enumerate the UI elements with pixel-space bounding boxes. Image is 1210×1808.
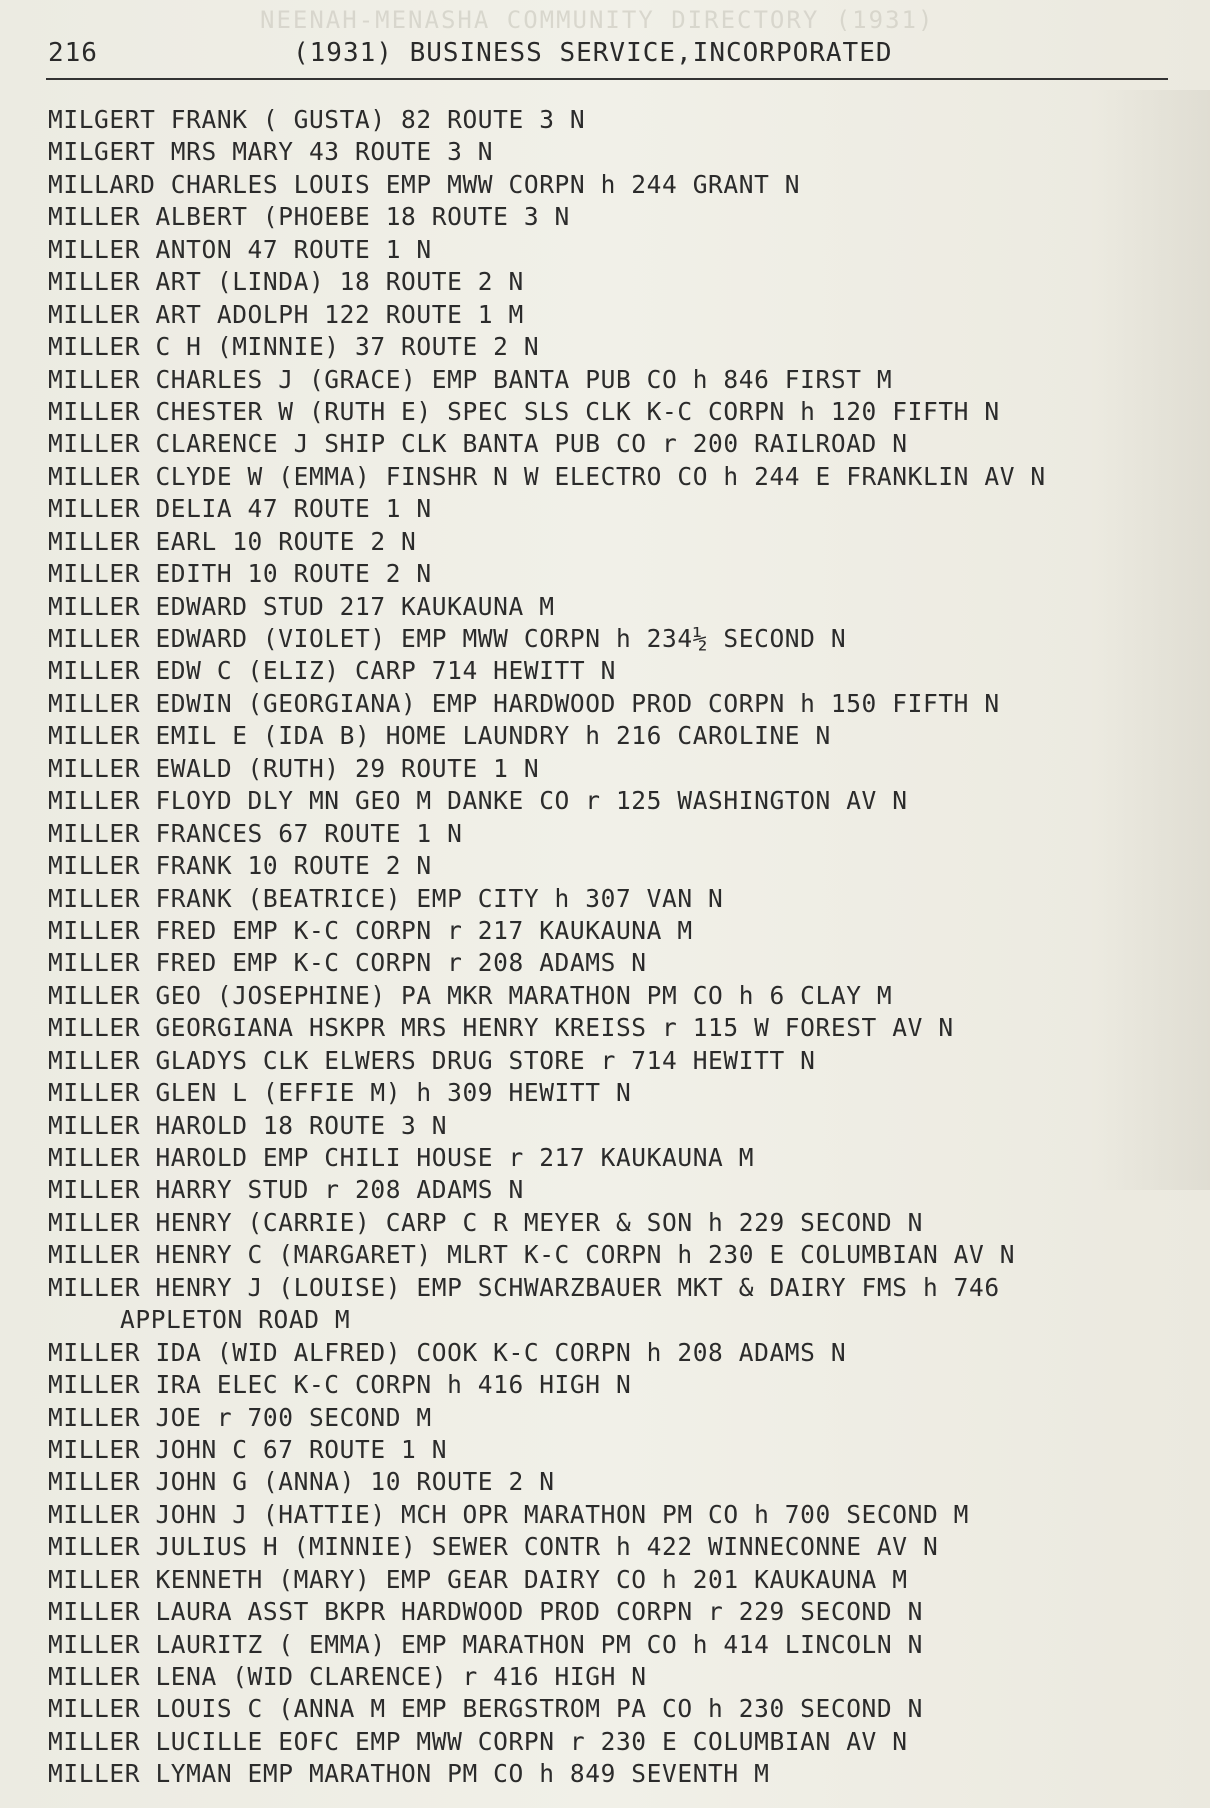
directory-entry: MILLER IDA (WID ALFRED) COOK K-C CORPN h 208 ADAMS N <box>48 1337 847 1367</box>
directory-entry: MILLER LYMAN EMP MARATHON PM CO h 849 SEVENTH M <box>48 1759 770 1789</box>
directory-entry: MILLER C H (MINNIE) 37 ROUTE 2 N <box>48 332 540 362</box>
directory-entry: MILLER LAURITZ ( EMMA) EMP MARATHON PM CO h 414 LINCOLN N <box>48 1629 923 1659</box>
directory-entry: MILLER FRED EMP K-C CORPN r 208 ADAMS N <box>48 948 647 978</box>
directory-entry: MILLER KENNETH (MARY) EMP GEAR DAIRY CO h 201 KAUKAUNA M <box>48 1564 908 1594</box>
directory-entry: MILLER GEORGIANA HSKPR MRS HENRY KREISS r 115 W FOREST AV N <box>48 1013 954 1043</box>
directory-entry: MILLER LOUIS C (ANNA M EMP BERGSTROM PA CO h 230 SECOND N <box>48 1694 923 1724</box>
directory-entry: MILLER EDITH 10 ROUTE 2 N <box>48 559 432 589</box>
directory-entry: MILLER CHESTER W (RUTH E) SPEC SLS CLK K-C CORPN h 120 FIFTH N <box>48 396 1000 426</box>
directory-entry: MILLER ALBERT (PHOEBE 18 ROUTE 3 N <box>48 202 570 232</box>
directory-entry: MILLER CLYDE W (EMMA) FINSHR N W ELECTRO CO h 244 E FRANKLIN AV N <box>48 461 1046 491</box>
directory-entry: MILLER EDW C (ELIZ) CARP 714 HEWITT N <box>48 656 616 686</box>
directory-entry: MILLER EARL 10 ROUTE 2 N <box>48 526 417 556</box>
directory-entry: MILLER JOHN G (ANNA) 10 ROUTE 2 N <box>48 1467 555 1497</box>
directory-entry: MILLER HENRY (CARRIE) CARP C R MEYER & SON h 229 SECOND N <box>48 1207 923 1237</box>
directory-entry: MILGERT MRS MARY 43 ROUTE 3 N <box>48 137 494 167</box>
directory-entry: MILLER LUCILLE EOFC EMP MWW CORPN r 230 E COLUMBIAN AV N <box>48 1726 908 1756</box>
directory-entry: MILLER HAROLD EMP CHILI HOUSE r 217 KAUKAUNA M <box>48 1143 755 1172</box>
directory-entry: MILLER JULIUS H (MINNIE) SEWER CONTR h 422 WINNECONNE AV N <box>48 1532 939 1562</box>
directory-entry: MILLER ART ADOLPH 122 ROUTE 1 M <box>48 299 524 329</box>
directory-entry: MILLER FLOYD DLY MN GEO M DANKE CO r 125 WASHINGTON AV N <box>48 786 908 816</box>
bleed-through-heading: NEENAH-MENASHA COMMUNITY DIRECTORY (1931) <box>260 6 935 34</box>
directory-entry: MILLER JOE r 700 SECOND M <box>48 1402 432 1432</box>
page-number: 216 <box>48 38 98 68</box>
directory-entry: MILLER ART (LINDA) 18 ROUTE 2 N <box>48 267 524 297</box>
directory-entry: MILLER JOHN C 67 ROUTE 1 N <box>48 1434 448 1464</box>
directory-entry: MILLER GLEN L (EFFIE M) h 309 HEWITT N <box>48 1078 632 1108</box>
directory-entry: MILLER LAURA ASST BKPR HARDWOOD PROD CORPN r 229 SECOND N <box>48 1597 923 1627</box>
directory-entry: MILLER CHARLES J (GRACE) EMP BANTA PUB CO h 846 FIRST M <box>48 364 893 394</box>
directory-entry: MILLER HAROLD 18 ROUTE 3 N <box>48 1110 448 1140</box>
directory-entry: MILLER DELIA 47 ROUTE 1 N <box>48 494 432 524</box>
directory-entry: MILLER CLARENCE J SHIP CLK BANTA PUB CO r 200 RAILROAD N <box>48 429 908 459</box>
page-title: (1931) BUSINESS SERVICE,INCORPORATED <box>293 38 893 68</box>
directory-entry: MILLER FRED EMP K-C CORPN r 217 KAUKAUNA M <box>48 915 693 945</box>
directory-entry: APPLETON ROAD M <box>120 1305 351 1335</box>
directory-entry: MILLER HARRY STUD r 208 ADAMS N <box>48 1175 524 1205</box>
header-rule <box>46 78 1168 80</box>
directory-entry: MILGERT FRANK ( GUSTA) 82 ROUTE 3 N <box>48 105 586 134</box>
directory-entry: MILLER EWALD (RUTH) 29 ROUTE 1 N <box>48 753 540 783</box>
directory-entry: MILLER EDWARD STUD 217 KAUKAUNA M <box>48 591 555 621</box>
directory-entry: MILLER HENRY C (MARGARET) MLRT K-C CORPN h 230 E COLUMBIAN AV N <box>48 1240 1016 1270</box>
directory-entry: MILLER GLADYS CLK ELWERS DRUG STORE r 714 HEWITT N <box>48 1045 816 1075</box>
directory-entry: MILLARD CHARLES LOUIS EMP MWW CORPN h 244 GRANT N <box>48 169 801 199</box>
directory-entry: MILLER JOHN J (HATTIE) MCH OPR MARATHON PM CO h 700 SECOND M <box>48 1499 970 1529</box>
directory-entry: MILLER HENRY J (LOUISE) EMP SCHWARZBAUER MKT & DAIRY FMS h 746 <box>48 1272 1000 1302</box>
directory-entry: MILLER FRANCES 67 ROUTE 1 N <box>48 818 463 848</box>
directory-entry: MILLER EDWARD (VIOLET) EMP MWW CORPN h 234½ SECOND N <box>48 624 847 653</box>
directory-entry: MILLER GEO (JOSEPHINE) PA MKR MARATHON PM CO h 6 CLAY M <box>48 980 893 1010</box>
directory-entry: MILLER EMIL E (IDA B) HOME LAUNDRY h 216 CAROLINE N <box>48 721 831 751</box>
directory-entry: MILLER IRA ELEC K-C CORPN h 416 HIGH N <box>48 1370 632 1400</box>
directory-listing <box>48 104 1198 1791</box>
directory-entry: MILLER LENA (WID CLARENCE) r 416 HIGH N <box>48 1662 647 1691</box>
directory-entry: MILLER EDWIN (GEORGIANA) EMP HARDWOOD PROD CORPN h 150 FIFTH N <box>48 688 1000 718</box>
directory-entry: MILLER FRANK 10 ROUTE 2 N <box>48 851 432 881</box>
directory-entry: MILLER ANTON 47 ROUTE 1 N <box>48 234 432 264</box>
directory-entry: MILLER FRANK (BEATRICE) EMP CITY h 307 VAN N <box>48 883 724 913</box>
page-header <box>48 34 1168 76</box>
